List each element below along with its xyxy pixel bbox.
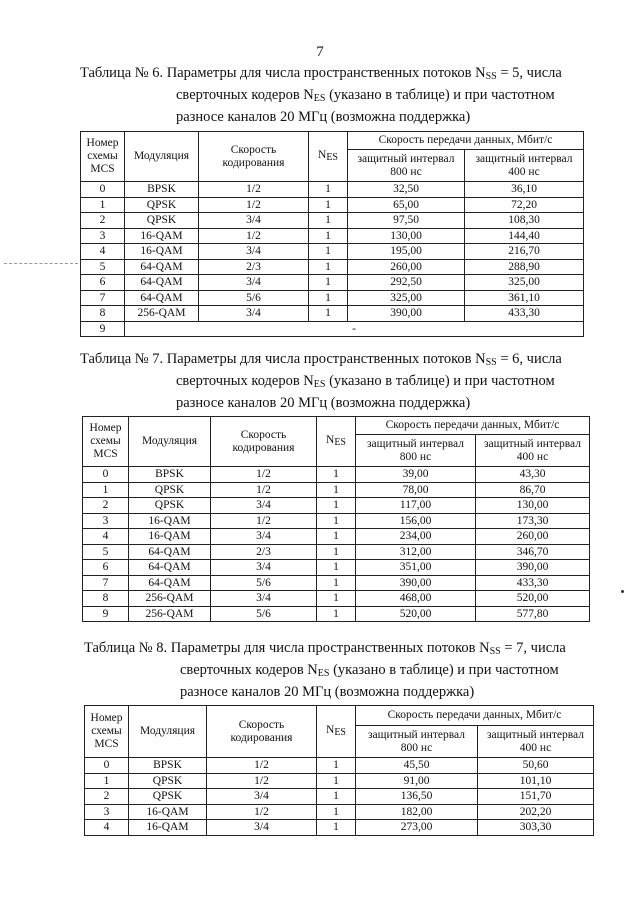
table-row — [85, 804, 594, 820]
header-coding: Скорость кодирования — [211, 417, 317, 467]
cell-coding: 1/2 — [211, 467, 317, 483]
table-row — [83, 606, 590, 622]
cell-coding: 3/4 — [199, 244, 309, 260]
table-row — [83, 467, 590, 483]
table-row — [83, 498, 590, 514]
cell-coding: 3/4 — [199, 306, 309, 322]
header-gi400: защитный интервал 400 нс — [478, 726, 594, 758]
table-7 — [82, 416, 590, 622]
cell-rate-800: 390,00 — [348, 306, 465, 322]
header-modulation: Модуляция — [125, 132, 199, 182]
cell-nes: 1 — [317, 529, 356, 545]
cell-mcs: 9 — [83, 606, 129, 622]
cell-mcs: 3 — [85, 804, 129, 820]
cell-rate-800: 520,00 — [356, 606, 476, 622]
cell-nes: 1 — [309, 228, 348, 244]
table-row — [81, 182, 584, 198]
cell-nes: 1 — [309, 197, 348, 213]
cell-nes: 1 — [317, 804, 356, 820]
cell-coding: 1/2 — [211, 482, 317, 498]
cell-modulation: 256-QAM — [129, 591, 211, 607]
cell-nes: 1 — [317, 789, 356, 805]
cell-rate-800: 91,00 — [356, 773, 478, 789]
cell-modulation: 64-QAM — [129, 560, 211, 576]
cell-mcs: 1 — [83, 482, 129, 498]
cell-mcs: 2 — [83, 498, 129, 514]
header-mcs: Номер схемы MCS — [85, 706, 129, 758]
cell-modulation: 16-QAM — [129, 513, 211, 529]
cell-nes: 1 — [317, 820, 356, 836]
table-row — [83, 575, 590, 591]
table-row — [85, 758, 594, 774]
cell-mcs: 0 — [81, 182, 125, 198]
table-row — [81, 213, 584, 229]
header-rate: Скорость передачи данных, Мбит/с — [356, 706, 594, 726]
cell-rate-400: 520,00 — [476, 591, 590, 607]
table-row — [81, 306, 584, 322]
cell-coding: 1/2 — [207, 773, 317, 789]
cell-mcs: 6 — [81, 275, 125, 291]
cell-nes: 1 — [317, 606, 356, 622]
page-number: 7 — [316, 44, 324, 60]
table-row — [83, 560, 590, 576]
cell-mcs: 5 — [83, 544, 129, 560]
table-row — [83, 544, 590, 560]
cell-modulation: QPSK — [125, 213, 199, 229]
cell-modulation: 256-QAM — [129, 606, 211, 622]
cell-rate-800: 117,00 — [356, 498, 476, 514]
cell-rate-400: 288,90 — [465, 259, 584, 275]
cell-coding: 1/2 — [199, 228, 309, 244]
cell-modulation: 64-QAM — [125, 275, 199, 291]
cell-rate-400: 260,00 — [476, 529, 590, 545]
cell-rate-800: 325,00 — [348, 290, 465, 306]
cell-rate-400: 101,10 — [478, 773, 594, 789]
cell-mcs: 4 — [83, 529, 129, 545]
cell-rate-800: 32,50 — [348, 182, 465, 198]
cell-rate-400: 346,70 — [476, 544, 590, 560]
cell-modulation: 16-QAM — [125, 228, 199, 244]
cell-rate-400: 43,30 — [476, 467, 590, 483]
header-mcs: Номер схемы MCS — [83, 417, 129, 467]
cell-modulation: 64-QAM — [129, 575, 211, 591]
cell-rate-800: 390,00 — [356, 575, 476, 591]
cell-rate-800: 182,00 — [356, 804, 478, 820]
cell-modulation: 16-QAM — [129, 820, 207, 836]
cell-coding: 3/4 — [207, 789, 317, 805]
cell-modulation: BPSK — [129, 758, 207, 774]
cell-modulation: BPSK — [129, 467, 211, 483]
table-8 — [84, 705, 594, 836]
cell-rate-800: 156,00 — [356, 513, 476, 529]
cell-mcs: 3 — [83, 513, 129, 529]
cell-coding: 3/4 — [211, 498, 317, 514]
cell-nes: 1 — [317, 758, 356, 774]
cell-nes: 1 — [317, 544, 356, 560]
table-row — [83, 591, 590, 607]
cell-modulation: 64-QAM — [125, 259, 199, 275]
cell-modulation: 64-QAM — [129, 544, 211, 560]
table-row — [81, 321, 584, 337]
cell-coding: 3/4 — [211, 560, 317, 576]
header-gi800: защитный интервал 800 нс — [348, 150, 465, 182]
cell-nes: 1 — [317, 467, 356, 483]
cell-rate-400: 173,30 — [476, 513, 590, 529]
cell-coding: 1/2 — [199, 197, 309, 213]
cell-rate-800: 136,50 — [356, 789, 478, 805]
header-rate: Скорость передачи данных, Мбит/с — [356, 417, 590, 435]
cell-rate-400: 303,30 — [478, 820, 594, 836]
table-row — [83, 482, 590, 498]
table-7-caption: Таблица № 7. Параметры для числа пространственных потоков $N_{SS} = 6$, числа сверточных кодеров $N_{ES}$ (указано в таблице) и при частотном разносе каналов 20 МГц (возможна поддержка) — [80, 351, 562, 411]
cell-mcs: 7 — [83, 575, 129, 591]
cell-mcs: 1 — [85, 773, 129, 789]
table-row — [85, 789, 594, 805]
cell-rate-800: 130,00 — [348, 228, 465, 244]
cell-rate-800: 292,50 — [348, 275, 465, 291]
cell-rate-400: 202,20 — [478, 804, 594, 820]
cell-rate-400: 86,70 — [476, 482, 590, 498]
cell-modulation: 16-QAM — [125, 244, 199, 260]
cell-nes: 1 — [317, 498, 356, 514]
header-nes: $N_{ES}$ — [317, 706, 356, 758]
cell-coding: 1/2 — [207, 758, 317, 774]
cell-rate-400: 390,00 — [476, 560, 590, 576]
cell-rate-800: 78,00 — [356, 482, 476, 498]
cell-coding: 2/3 — [211, 544, 317, 560]
table-row — [83, 529, 590, 545]
cell-rate-400: 108,30 — [465, 213, 584, 229]
cell-nes: 1 — [317, 513, 356, 529]
cell-rate-400: 36,10 — [465, 182, 584, 198]
cell-rate-800: 97,50 — [348, 213, 465, 229]
cell-modulation: 64-QAM — [125, 290, 199, 306]
header-gi400: защитный интервал 400 нс — [465, 150, 584, 182]
table-row — [85, 773, 594, 789]
cell-rate-800: 39,00 — [356, 467, 476, 483]
cell-coding: 3/4 — [211, 591, 317, 607]
header-gi800: защитный интервал 800 нс — [356, 726, 478, 758]
cell-rate-800: 351,00 — [356, 560, 476, 576]
cell-rate-800: 65,00 — [348, 197, 465, 213]
cell-mcs: 5 — [81, 259, 125, 275]
cell-coding: 1/2 — [199, 182, 309, 198]
cell-coding: 3/4 — [199, 275, 309, 291]
table-row — [81, 259, 584, 275]
cell-rate-800: 260,00 — [348, 259, 465, 275]
cell-mcs: 0 — [83, 467, 129, 483]
header-nes: $N_{ES}$ — [317, 417, 356, 467]
cell-mcs: 8 — [81, 306, 125, 322]
cell-mcs: 4 — [81, 244, 125, 260]
cell-coding: 1/2 — [211, 513, 317, 529]
table-7-body — [83, 467, 590, 622]
table-6-body — [81, 182, 584, 322]
cell-modulation: QPSK — [125, 197, 199, 213]
cell-coding: 2/3 — [199, 259, 309, 275]
cell-modulation: QPSK — [129, 773, 207, 789]
cell-rate-800: 195,00 — [348, 244, 465, 260]
header-coding: Скорость кодирования — [207, 706, 317, 758]
cell-rate-400: 216,70 — [465, 244, 584, 260]
cell-mcs: 2 — [81, 213, 125, 229]
header-coding: Скорость кодирования — [199, 132, 309, 182]
cell-rate-800: 45,50 — [356, 758, 478, 774]
header-modulation: Модуляция — [129, 706, 207, 758]
cell-mcs: 7 — [81, 290, 125, 306]
cell-rate-400: 361,10 — [465, 290, 584, 306]
cell-nes: 1 — [309, 244, 348, 260]
cell-rate-400: 144,40 — [465, 228, 584, 244]
cell-coding: 3/4 — [211, 529, 317, 545]
cell-mcs: 4 — [85, 820, 129, 836]
cell-rate-400: 130,00 — [476, 498, 590, 514]
cell-nes: 1 — [317, 591, 356, 607]
cell-nes: 1 — [309, 182, 348, 198]
cell-modulation: 256-QAM — [125, 306, 199, 322]
cell-mcs: 1 — [81, 197, 125, 213]
cell-coding: 5/6 — [211, 575, 317, 591]
cell-rate-800: 468,00 — [356, 591, 476, 607]
cell-rate-400: 325,00 — [465, 275, 584, 291]
cell-coding: 1/2 — [207, 804, 317, 820]
cell-mcs: 3 — [81, 228, 125, 244]
scan-artifact-line — [4, 263, 78, 264]
cell-nes: 1 — [317, 575, 356, 591]
table-6-caption: Таблица № 6. Параметры для числа пространственных потоков $N_{SS} = 5$, числа сверточных кодеров $N_{ES}$ (указано в таблице) и при частотном разносе каналов 20 МГц (возможна поддержка) — [80, 65, 562, 125]
header-gi800: защитный интервал 800 нс — [356, 435, 476, 467]
cell-modulation: 16-QAM — [129, 529, 211, 545]
cell-rate-400: 50,60 — [478, 758, 594, 774]
cell-nes: 1 — [309, 213, 348, 229]
table-row — [85, 820, 594, 836]
cell-modulation: 16-QAM — [129, 804, 207, 820]
cell-rate-400: 577,80 — [476, 606, 590, 622]
cell-rate-400: 151,70 — [478, 789, 594, 805]
cell-nes: 1 — [309, 306, 348, 322]
cell-merged: - — [125, 321, 584, 337]
cell-modulation: QPSK — [129, 789, 207, 805]
cell-rate-800: 312,00 — [356, 544, 476, 560]
header-mcs: Номер схемы MCS — [81, 132, 125, 182]
cell-rate-400: 72,20 — [465, 197, 584, 213]
table-8-caption: Таблица № 8. Параметры для числа пространственных потоков $N_{SS} = 7$, числа сверточных кодеров $N_{ES}$ (указано в таблице) и при частотном разносе каналов 20 МГц (возможна поддержка) — [84, 640, 566, 700]
cell-modulation: BPSK — [125, 182, 199, 198]
table-row — [81, 228, 584, 244]
cell-nes: 1 — [309, 259, 348, 275]
cell-rate-400: 433,30 — [465, 306, 584, 322]
table-row — [81, 244, 584, 260]
cell-nes: 1 — [317, 773, 356, 789]
cell-modulation: QPSK — [129, 482, 211, 498]
cell-nes: 1 — [317, 482, 356, 498]
cell-mcs: 2 — [85, 789, 129, 805]
cell-nes: 1 — [309, 275, 348, 291]
table-6 — [80, 131, 584, 337]
table-row — [83, 513, 590, 529]
header-rate: Скорость передачи данных, Мбит/с — [348, 132, 584, 150]
cell-rate-800: 273,00 — [356, 820, 478, 836]
table-row — [81, 197, 584, 213]
cell-mcs: 0 — [85, 758, 129, 774]
table-row — [81, 290, 584, 306]
cell-nes: 1 — [309, 290, 348, 306]
cell-coding: 3/4 — [207, 820, 317, 836]
table-8-body — [85, 758, 594, 836]
cell-mcs: 8 — [83, 591, 129, 607]
cell-rate-800: 234,00 — [356, 529, 476, 545]
header-modulation: Модуляция — [129, 417, 211, 467]
cell-coding: 5/6 — [199, 290, 309, 306]
scan-artifact-dot — [621, 590, 624, 593]
header-gi400: защитный интервал 400 нс — [476, 435, 590, 467]
cell-modulation: QPSK — [129, 498, 211, 514]
cell-coding: 3/4 — [199, 213, 309, 229]
header-nes: $N_{ES}$ — [309, 132, 348, 182]
table-row — [81, 275, 584, 291]
cell-nes: 1 — [317, 560, 356, 576]
cell-coding: 5/6 — [211, 606, 317, 622]
cell-mcs: 9 — [81, 321, 125, 337]
cell-mcs: 6 — [83, 560, 129, 576]
cell-rate-400: 433,30 — [476, 575, 590, 591]
